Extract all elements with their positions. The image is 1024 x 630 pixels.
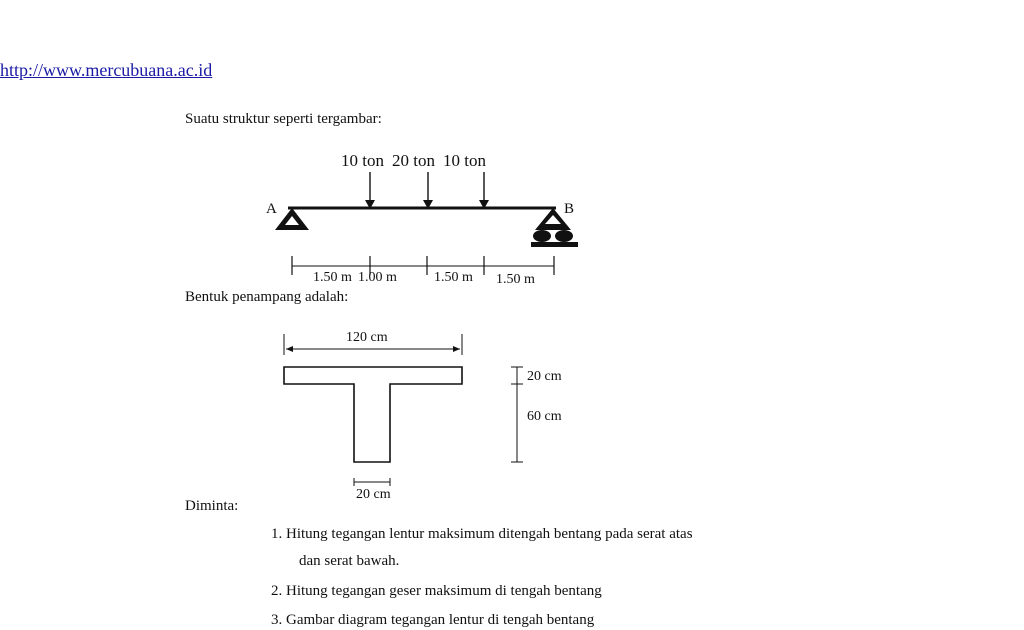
section-intro-text: Bentuk penampang adalah: — [185, 289, 349, 305]
load-label-3: 10 ton — [443, 151, 486, 170]
support-a-label: A — [266, 201, 277, 217]
web-width-dimension — [354, 478, 390, 486]
dim-label-4: 1.50 m — [496, 272, 535, 287]
load-label-2: 20 ton — [392, 151, 435, 170]
web-height-label: 60 cm — [527, 409, 562, 424]
t-beam-shape — [284, 367, 462, 462]
task-1: 1. Hitung tegangan lentur maksimum ditengah bentang pada serat atas — [271, 526, 693, 542]
height-dimension — [511, 367, 523, 462]
web-width-label: 20 cm — [356, 487, 391, 502]
website-link[interactable]: http://www.mercubuana.ac.id — [0, 60, 213, 80]
task-1-continuation: dan serat bawah. — [299, 553, 400, 569]
flange-thickness-label: 20 cm — [527, 369, 562, 384]
intro-text: Suatu struktur seperti tergambar: — [185, 111, 382, 127]
support-b-label: B — [564, 201, 575, 217]
task-2: 2. Hitung tegangan geser maksimum di tengah bentang — [271, 583, 602, 599]
flange-width-label: 120 cm — [346, 330, 388, 345]
dim-label-1: 1.50 m — [313, 270, 352, 285]
task-3: 3. Gambar diagram tegangan lentur di tengah bentang — [271, 612, 595, 628]
dim-label-3: 1.50 m — [434, 270, 473, 285]
dim-label-2: 1.00 m — [358, 270, 397, 285]
load-label-1: 10 ton — [341, 151, 384, 170]
asked-label: Diminta: — [185, 498, 239, 514]
